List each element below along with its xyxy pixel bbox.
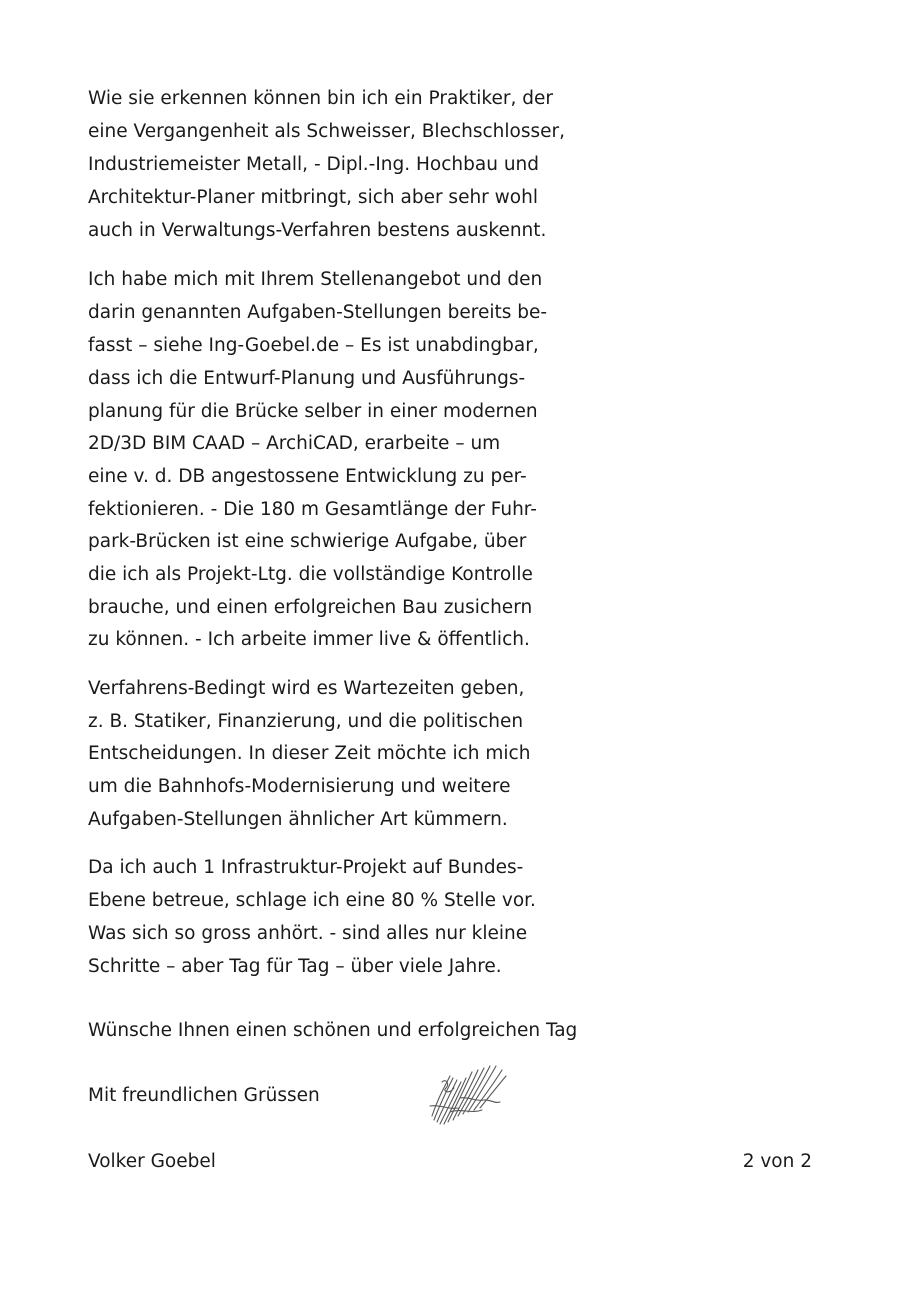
paragraph-4-line-3: Was sich so gross anhört. - sind alles nur kleine	[88, 923, 528, 944]
paragraph-2-line-1: Ich habe mich mit Ihrem Stellenangebot und den	[88, 269, 543, 290]
paragraph-2-line-7: eine v. d. DB angestossene Entwicklung zu per-	[88, 466, 527, 487]
paragraph-3-line-5: Aufgaben-Stellungen ähnlicher Art kümmern.	[88, 809, 508, 830]
paragraph-4-line-1: Da ich auch 1 Infrastruktur-Projekt auf Bundes-	[88, 857, 524, 878]
paragraph-2-line-10: die ich als Projekt-Ltg. die vollständige Kontrolle	[88, 564, 533, 585]
paragraph-2-line-2: darin genannten Aufgaben-Stellungen bereits be-	[88, 302, 548, 323]
paragraph-2-line-6: 2D/3D BIM CAAD – ArchiCAD, erarbeite – um	[88, 433, 501, 454]
paragraph-2-line-8: fektionieren. - Die 180 m Gesamtlänge der Fuhr-	[88, 499, 537, 520]
paragraph-3-line-3: Entscheidungen. In dieser Zeit möchte ich mich	[88, 743, 531, 764]
paragraph-1-line-4: Architektur-Planer mitbringt, sich aber sehr wohl	[88, 187, 538, 208]
paragraph-2-line-4: dass ich die Entwurf-Planung und Ausführungs-	[88, 368, 526, 389]
paragraph-2-line-3: fasst – siehe Ing-Goebel.de – Es ist unabdingbar,	[88, 335, 539, 356]
paragraph-4-line-2: Ebene betreue, schlage ich eine 80 % Stelle vor.	[88, 890, 536, 911]
paragraph-1-line-1: Wie sie erkennen können bin ich ein Praktiker, der	[88, 88, 553, 109]
handwritten-signature	[420, 1058, 520, 1132]
paragraph-4-line-4: Schritte – aber Tag für Tag – über viele Jahre.	[88, 956, 502, 977]
paragraph-3-line-1: Verfahrens-Bedingt wird es Wartezeiten geben,	[88, 678, 525, 699]
paragraph-3-line-4: um die Bahnhofs-Modernisierung und weitere	[88, 776, 511, 797]
paragraph-2-line-5: planung für die Brücke selber in einer modernen	[88, 401, 538, 422]
paragraph-1-line-2: eine Vergangenheit als Schweisser, Blechschlosser,	[88, 121, 565, 142]
paragraph-2-line-12: zu können. - Ich arbeite immer live & öffentlich.	[88, 629, 530, 650]
salutation: Mit freundlichen Grüssen	[88, 1085, 320, 1106]
signature-name: Volker Goebel	[88, 1151, 216, 1172]
paragraph-1-line-5: auch in Verwaltungs-Verfahren bestens auskennt.	[88, 220, 547, 241]
page-number: 2 von 2	[742, 1151, 812, 1172]
paragraph-3-line-2: z. B. Statiker, Finanzierung, und die politischen	[88, 711, 524, 732]
paragraph-1-line-3: Industriemeister Metall, - Dipl.-Ing. Hochbau und	[88, 154, 540, 175]
paragraph-2-line-9: park-Brücken ist eine schwierige Aufgabe, über	[88, 531, 527, 552]
closing-wish: Wünsche Ihnen einen schönen und erfolgreichen Tag	[88, 1020, 578, 1041]
paragraph-2-line-11: brauche, und einen erfolgreichen Bau zusichern	[88, 597, 533, 618]
